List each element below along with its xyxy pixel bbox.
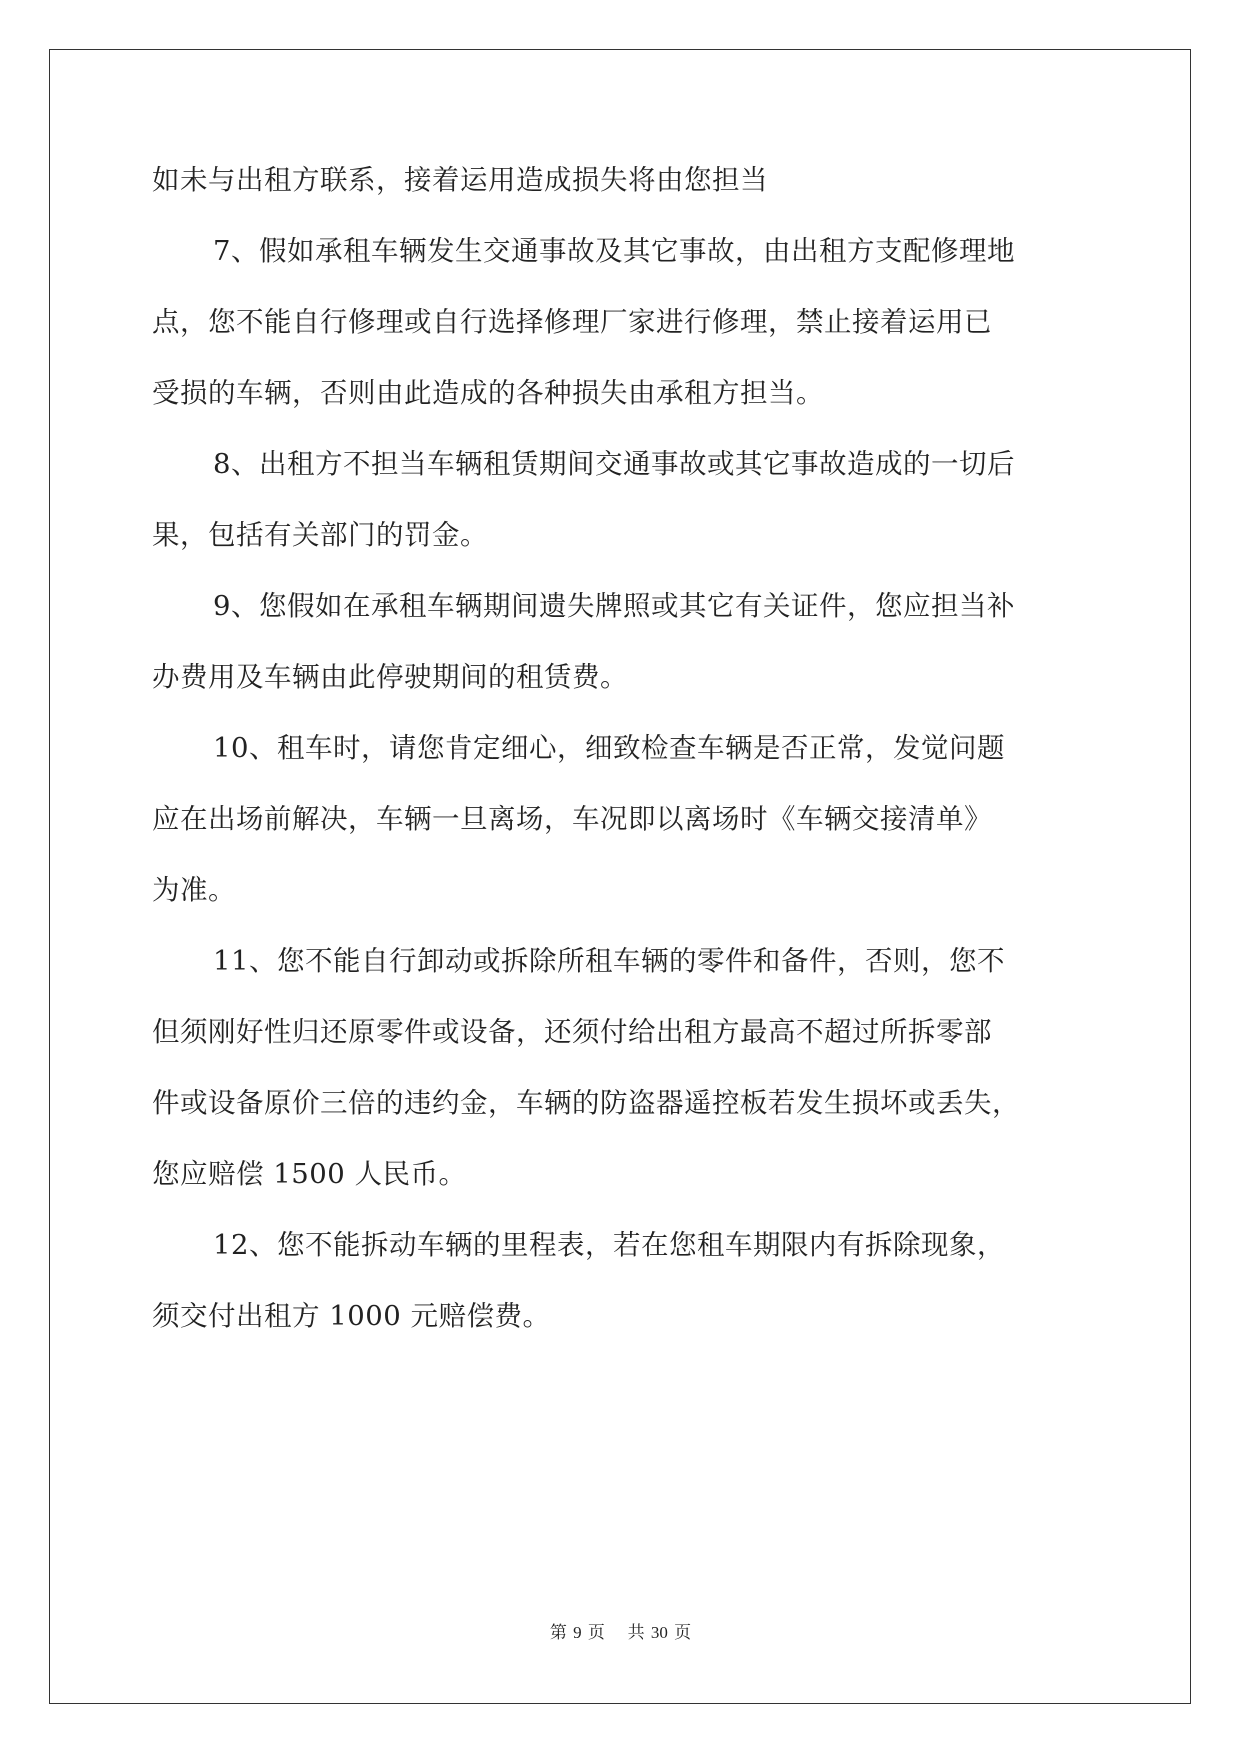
text-line: 11、您不能自行卸动或拆除所租车辆的零件和备件，否则，您不 <box>213 945 1005 977</box>
text-line: 应在出场前解决，车辆一旦离场，车况即以离场时《车辆交接清单》 <box>152 803 992 835</box>
page-footer <box>0 1618 1241 1643</box>
text-line: 但须刚好性归还原零件或设备，还须付给出租方最高不超过所拆零部 <box>152 1016 992 1048</box>
text-line: 办费用及车辆由此停驶期间的租赁费。 <box>152 661 628 693</box>
text-line: 8、出租方不担当车辆租赁期间交通事故或其它事故造成的一切后 <box>213 448 1015 480</box>
text-line: 您应赔偿 1500 人民币。 <box>152 1158 467 1190</box>
text-line: 点，您不能自行修理或自行选择修理厂家进行修理，禁止接着运用已 <box>152 306 992 338</box>
text-line: 7、假如承租车辆发生交通事故及其它事故，由出租方支配修理地 <box>213 235 1015 267</box>
text-line: 须交付出租方 1000 元赔偿费。 <box>152 1300 551 1332</box>
text-line: 9、您假如在承租车辆期间遗失牌照或其它有关证件，您应担当补 <box>213 590 1015 622</box>
text-line: 如未与出租方联系，接着运用造成损失将由您担当 <box>152 164 768 196</box>
text-line: 12、您不能拆动车辆的里程表，若在您租车期限内有拆除现象， <box>213 1229 1005 1261</box>
text-line: 受损的车辆，否则由此造成的各种损失由承租方担当。 <box>152 377 824 409</box>
text-line: 为准。 <box>152 874 236 906</box>
page-total: 共 30 页 <box>627 1623 692 1642</box>
page-number: 第 9 页 <box>549 1623 605 1642</box>
text-line: 果，包括有关部门的罚金。 <box>152 519 488 551</box>
text-line: 10、租车时，请您肯定细心，细致检查车辆是否正常，发觉问题 <box>213 732 1005 764</box>
text-line: 件或设备原价三倍的违约金，车辆的防盗器遥控板若发生损坏或丢失， <box>152 1087 1020 1119</box>
